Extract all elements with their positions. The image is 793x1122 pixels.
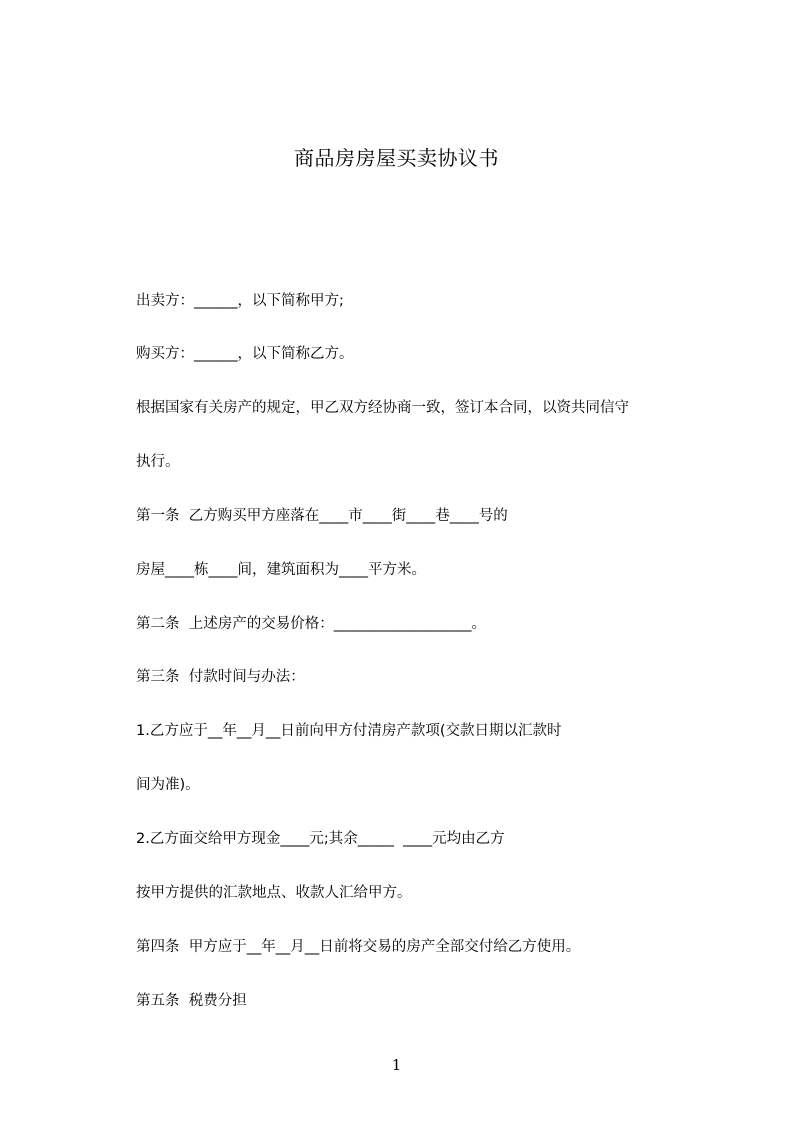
- article-3-heading: 第三条 付款时间与办法：: [136, 669, 305, 685]
- page-number: 1: [391, 1056, 402, 1074]
- article-5-heading: 第五条 税费分担: [136, 993, 247, 1009]
- article-4-line: 第四条 甲方应于__年__月__日前将交易的房产全部交付给乙方使用。: [136, 939, 581, 955]
- document-title: 商品房房屋买卖协议书: [294, 146, 499, 170]
- article-3-item-1-line-2: 间为准)。: [136, 777, 200, 793]
- article-1-line-1: 第一条 乙方购买甲方座落在____市____街____巷____号的: [136, 508, 508, 524]
- article-2-line: 第二条 上述房产的交易价格：___________________。: [136, 616, 486, 632]
- preamble-line-2: 执行。: [136, 454, 180, 470]
- seller-line: 出卖方：______，以下简称甲方;: [136, 293, 344, 309]
- preamble-line-1: 根据国家有关房产的规定，甲乙双方经协商一致，签订本合同，以资共同信守: [136, 400, 629, 416]
- buyer-line: 购买方：______，以下简称乙方。: [136, 346, 354, 362]
- article-3-item-2-line-1: 2.乙方面交给甲方现金____元;其余_____ ____元均由乙方: [136, 831, 505, 847]
- article-3-item-1-line-1: 1.乙方应于__年__月__日前向甲方付清房产款项(交款日期以汇款时: [136, 723, 562, 739]
- article-3-item-2-line-2: 按甲方提供的汇款地点、收款人汇给甲方。: [136, 885, 412, 901]
- article-1-line-2: 房屋____栋____间，建筑面积为____平方米。: [136, 562, 426, 578]
